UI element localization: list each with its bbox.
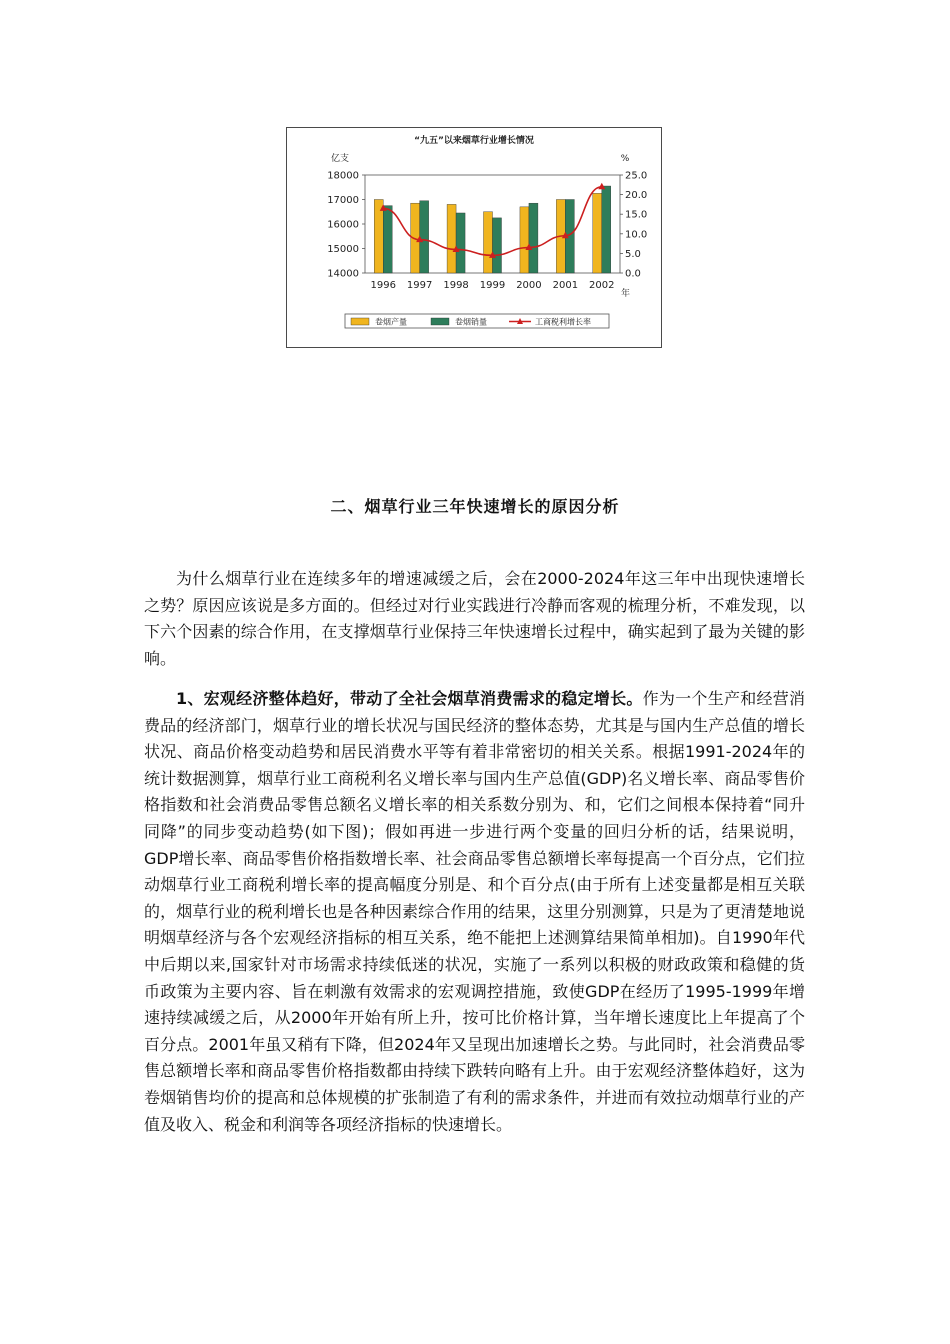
bar-sales — [420, 201, 429, 273]
macro-paragraph-body: 作为一个生产和经营消费品的经济部门，烟草行业的增长状况与国民经济的整体态势，尤其是与国内生产总值的增长状况、商品价格变动趋势和居民消费水平等有着非常密切的相关关系。根据1991-2024年的统计数据测算，烟草行业工商税利名义增长率与国内生产总值(GDP)名义增长率、商品零售价格指数和社会消费品零售总额名义增长率的相关系数分别为、和，它们之间根本保持着“同升同降”的同步变动趋势(如下图)；假如再进一步进行两个变量的回归分析的话，结果说明，GDP增长率、商品零售价格指数增长率、社会商品零售总额增长率每提高一个百分点，它们拉动烟草行业工商税利增长率的提高幅度分别是、和个百分点(由于所有上述变量都是相互关联的，烟草行业的税利增长也是各种因素综合作用的结果，这里分别测算，只是为了更清楚地说明烟草经济与各个宏观经济指标的相互关系，绝不能把上述测算结果简单相加)。自1990年代中后期以来,国家针对市场需求持续低迷的状况，实施了一系列以积极的财政政策和稳健的货币政策为主要内容、旨在刺激有效需求的宏观调控措施，致使GDP在经历了1995-1999年增速持续减缓之后，从2000年开始有所上升，按可比价格计算，当年增长速度比上年提高了个百分点。2001年虽又稍有下降，但2024年又呈现出加速增长之势。与此同时，社会消费品零售总额增长率和商品零售价格指数都由持续下跌转向略有上升。由于宏观经济整体趋好，这为卷烟销售均价的提高和总体规模的扩张制造了有利的需求条件，并进而有效拉动烟草行业的产值及收入、税金和利润等各项经济指标的快速增长。 — [144, 689, 805, 1134]
x-tick-label: 2001 — [552, 280, 579, 291]
left-tick-label: 18000 — [327, 170, 359, 182]
section-heading: 二、烟草行业三年快速增长的原因分析 — [330, 497, 620, 516]
bar-sales — [602, 186, 611, 273]
x-tick-label: 1996 — [370, 280, 396, 291]
legend-swatch — [431, 318, 449, 325]
left-tick-label: 17000 — [327, 195, 359, 206]
right-tick-label: 5.0 — [625, 248, 641, 260]
x-tick-label: 2002 — [589, 280, 615, 291]
x-tick-label: 1997 — [406, 280, 433, 291]
left-tick-label: 16000 — [327, 219, 359, 231]
chart-container — [286, 127, 662, 348]
chart-title: “九五”以来烟草行业增长情况 — [414, 136, 534, 146]
left-axis-unit: 亿支 — [331, 154, 350, 164]
right-tick-label: 25.0 — [625, 170, 648, 182]
legend-label: 工商税利增长率 — [535, 317, 591, 327]
right-axis-unit: % — [620, 154, 630, 164]
right-tick-label: 15.0 — [625, 209, 648, 221]
left-tick-label: 15000 — [327, 244, 359, 255]
left-tick-label: 14000 — [327, 268, 359, 280]
bar-sales — [456, 213, 465, 273]
x-tick-label: 1998 — [443, 280, 469, 291]
legend-label: 卷烟产量 — [375, 317, 407, 327]
macro-paragraph-lead: 1、宏观经济整体趋好，带动了全社会烟草消费需求的稳定增长。 — [176, 689, 643, 708]
bar-sales — [383, 206, 392, 273]
bar-production — [484, 212, 493, 273]
intro-paragraph: 为什么烟草行业在连续多年的增速减缓之后，会在2000-2024年这三年中出现快速增长之势？原因应该说是多方面的。但经过对行业实践进行冷静而客观的梳理分析，不难发现，以下六个因素的综合作用，在支撑烟草行业保持三年快速增长过程中，确实起到了最为关键的影响。 — [144, 569, 805, 668]
x-tick-label: 1999 — [479, 280, 506, 291]
macro-paragraph — [144, 686, 805, 1138]
x-tick-label: 2000 — [516, 280, 542, 291]
bar-production — [447, 204, 456, 273]
bar-production — [520, 207, 529, 273]
right-tick-label: 20.0 — [625, 190, 648, 202]
bar-sales — [493, 218, 502, 273]
bar-sales — [529, 203, 538, 273]
legend-swatch — [351, 318, 369, 325]
tobacco-growth-chart — [287, 128, 661, 347]
right-tick-label: 10.0 — [625, 229, 648, 241]
right-tick-label: 0.0 — [625, 268, 641, 280]
bar-production — [593, 193, 602, 273]
legend-label: 卷烟销量 — [455, 317, 487, 327]
x-axis-unit: 年 — [621, 289, 631, 299]
